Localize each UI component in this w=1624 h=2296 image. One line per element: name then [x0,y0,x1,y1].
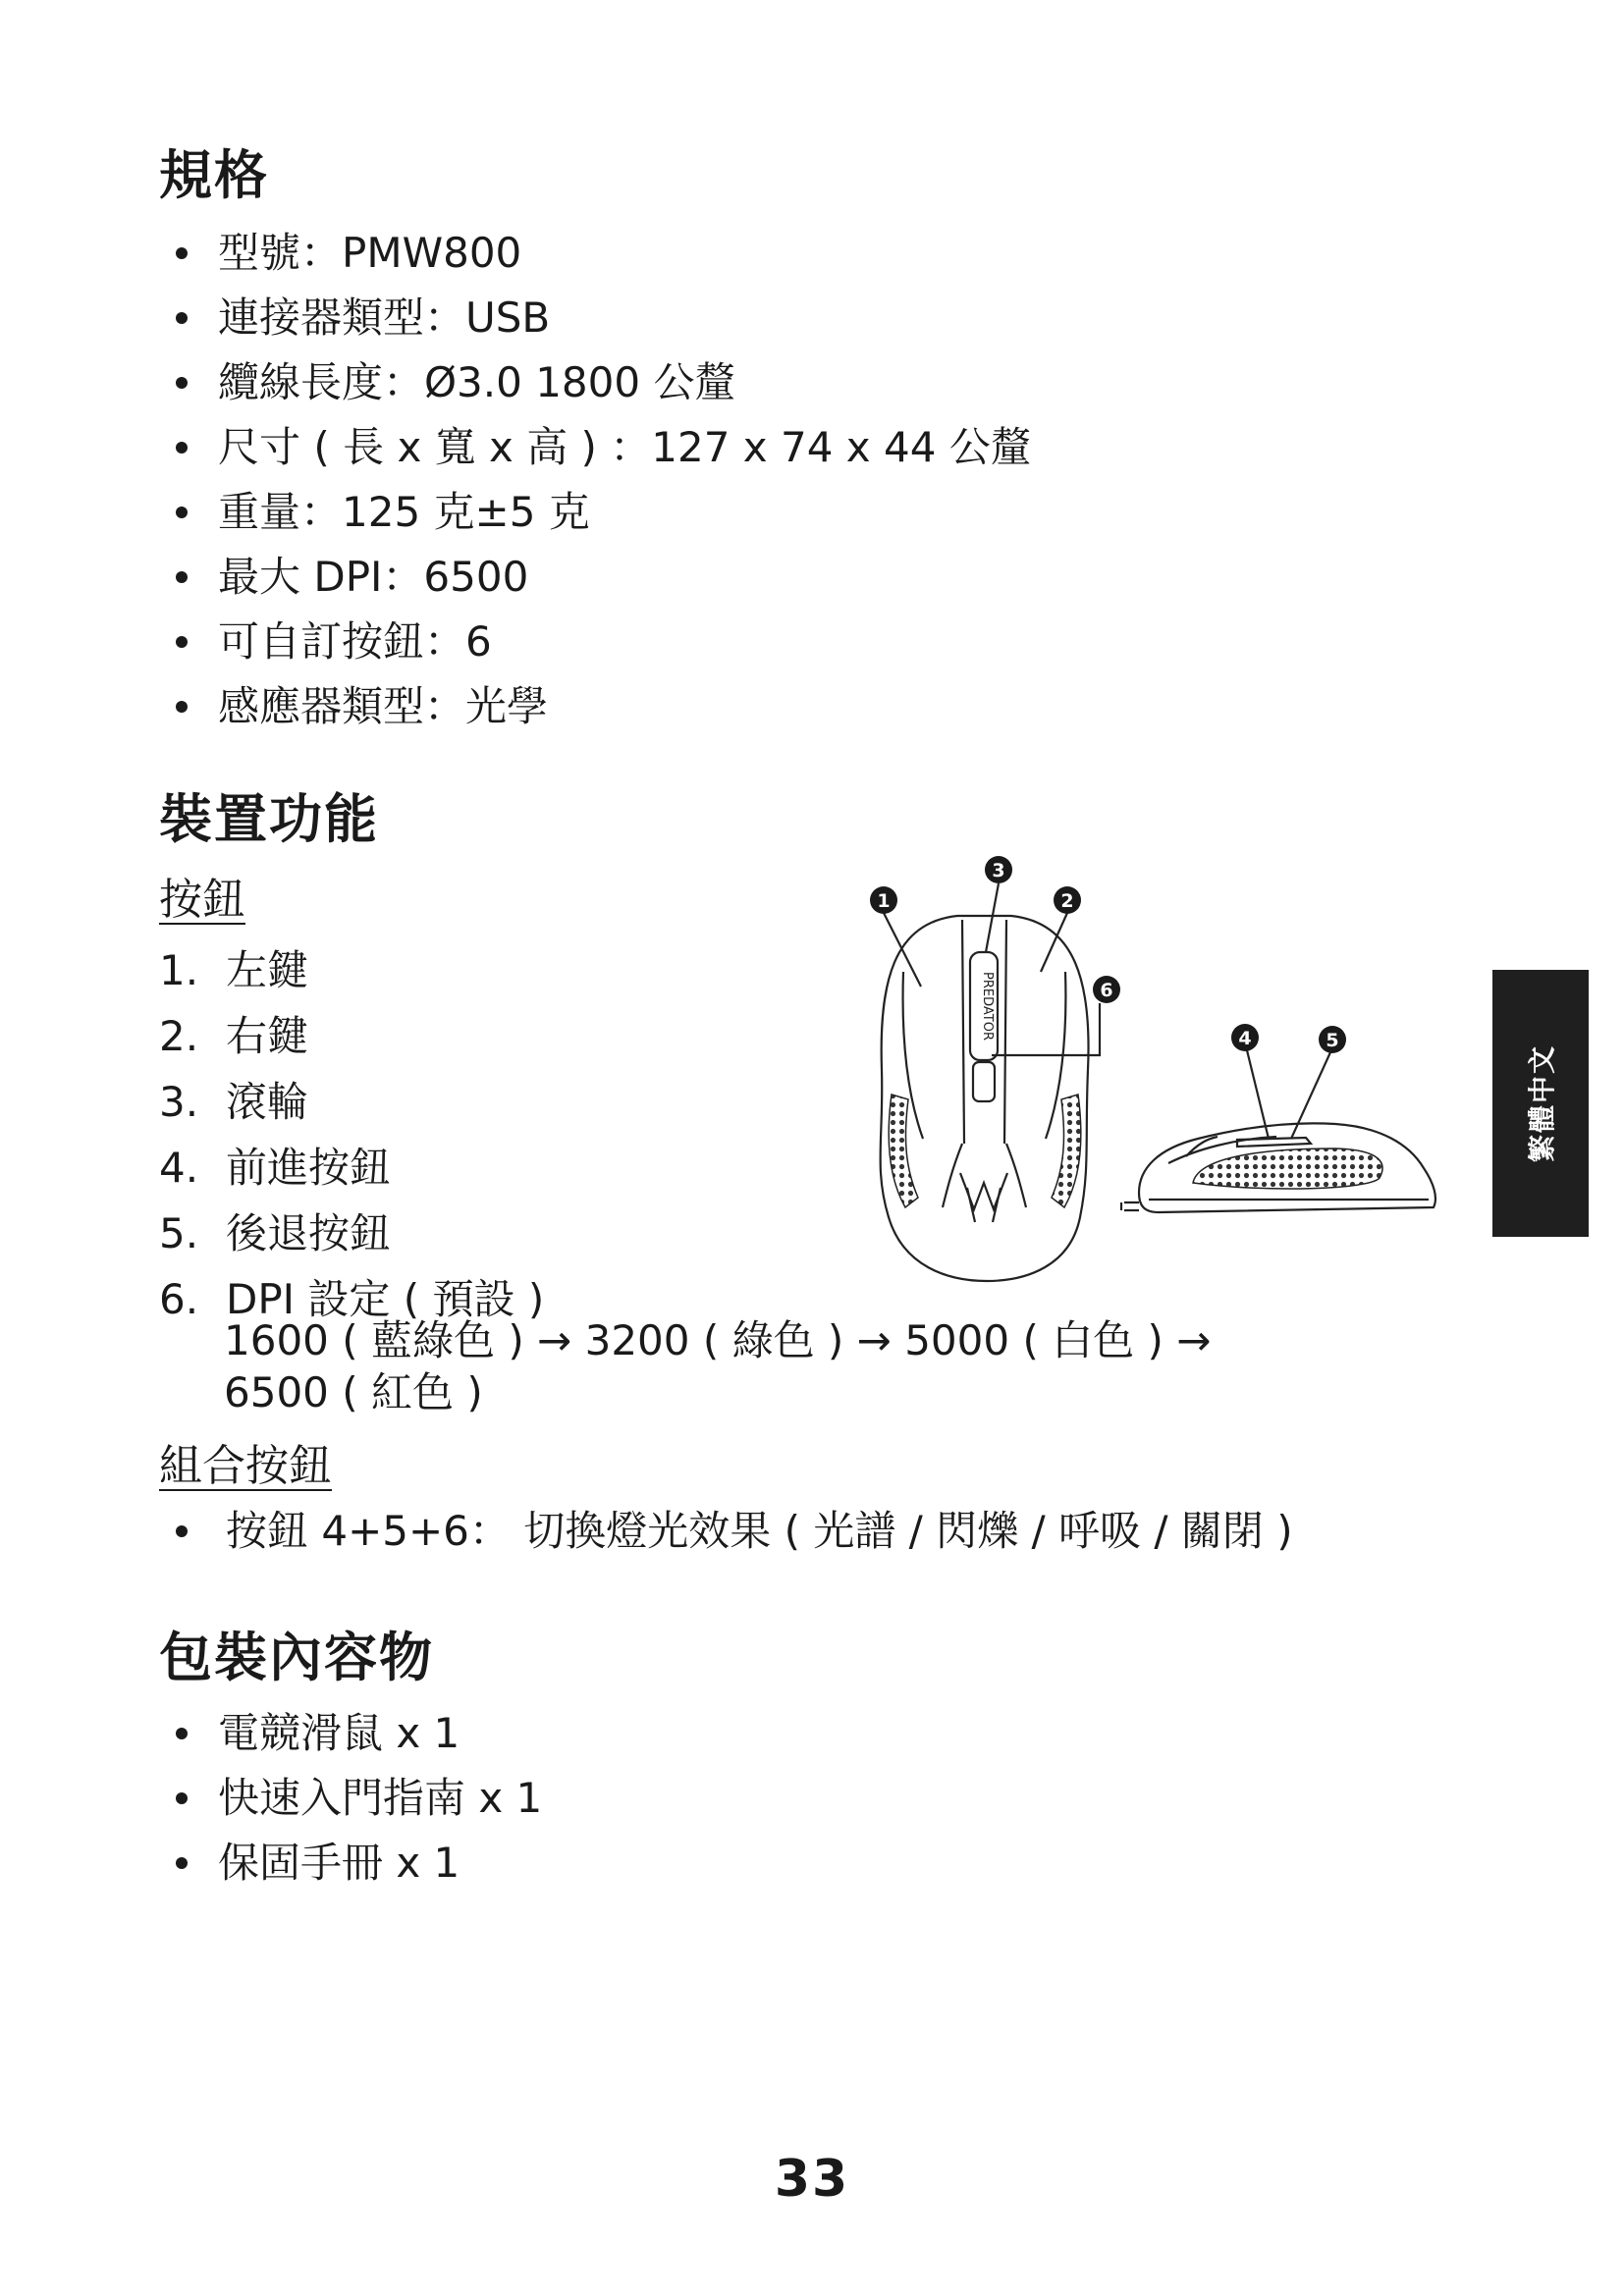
svg-text:5: 5 [1326,1030,1339,1051]
svg-text:6: 6 [1100,980,1113,1001]
callout-4 [1231,1024,1259,1051]
spec-item: 型號：PMW800 [159,221,1032,286]
svg-text:2: 2 [1060,890,1074,912]
bullet [176,507,188,518]
button-item: 2. 右鍵 [159,1012,309,1060]
spec-item: 纜線長度：Ø3.0 1800 公釐 [159,350,1032,415]
callout-6 [1093,976,1120,1003]
side-grip-left [889,1095,918,1207]
callout-5 [1319,1026,1346,1053]
combo-item: 按鈕 4+5+6： 切換燈光效果 ( 光譜 / 閃爍 / 呼吸 / 關閉 ) [159,1499,1293,1564]
side-grip-texture [1193,1148,1382,1189]
bullet [176,312,188,324]
callout-lines [884,883,1330,1139]
spec-item: 最大 DPI：6500 [159,545,1032,610]
button-item: 5. 後退按鈕 [159,1209,392,1257]
buttons-subheading: 按鈕 [159,875,245,925]
specs-list [159,221,1032,739]
bullet [176,1525,188,1537]
page-number: 33 [774,2150,850,2209]
button-item: 4. 前進按鈕 [159,1144,392,1192]
combo-subheading: 組合按鈕 [159,1441,332,1491]
bullet [176,1857,188,1869]
bullet [176,247,188,259]
svg-text:4: 4 [1238,1028,1252,1049]
bullet [176,1792,188,1804]
spec-item: 感應器類型：光學 [159,674,1032,739]
callout-1 [870,886,897,914]
bullet [176,701,188,713]
spec-item: 連接器類型：USB [159,286,1032,350]
svg-text:3: 3 [992,860,1005,881]
combo-list [159,1499,1293,1564]
spec-item: 尺寸 ( 長 x 寬 x 高 ) ：127 x 74 x 44 公釐 [159,415,1032,480]
package-item: 保固手冊 x 1 [159,1831,542,1896]
bullet [176,1728,188,1739]
bullet [176,571,188,583]
package-item: 電競滑鼠 x 1 [159,1701,542,1766]
callout-2 [1054,886,1081,914]
scroll-wheel-text: PREDATOR [980,972,995,1041]
spec-item: 重量：125 克±5 克 [159,480,1032,545]
callout-3 [985,856,1012,883]
button-item: 3. 滾輪 [159,1078,309,1126]
features-heading: 裝置功能 [159,788,379,850]
bullet [176,442,188,454]
dpi-cycle-line-1: 1600 ( 藍綠色 ) → 3200 ( 綠色 ) → 5000 ( 白色 ) → [224,1316,1212,1364]
side-grip-right [1052,1095,1081,1207]
spec-item: 可自訂按鈕：6 [159,610,1032,674]
button-item: 6. DPI 設定 ( 預設 ) [159,1275,545,1323]
package-item: 快速入門指南 x 1 [159,1766,542,1831]
button-item: 1. 左鍵 [159,946,309,994]
specs-heading: 規格 [159,144,269,206]
package-heading: 包裝內容物 [159,1627,434,1688]
svg-text:1: 1 [877,890,891,912]
buttons-list [159,937,544,1332]
language-tab-label: 繁體中文 [1526,1043,1558,1163]
mouse-top-view [881,916,1089,1281]
package-list [159,1701,542,1896]
bullet [176,636,188,648]
mouse-diagram [844,844,1492,1296]
bullet [176,377,188,389]
dpi-cycle-line-2: 6500 ( 紅色 ) [224,1368,483,1416]
language-tab [1492,970,1589,1237]
